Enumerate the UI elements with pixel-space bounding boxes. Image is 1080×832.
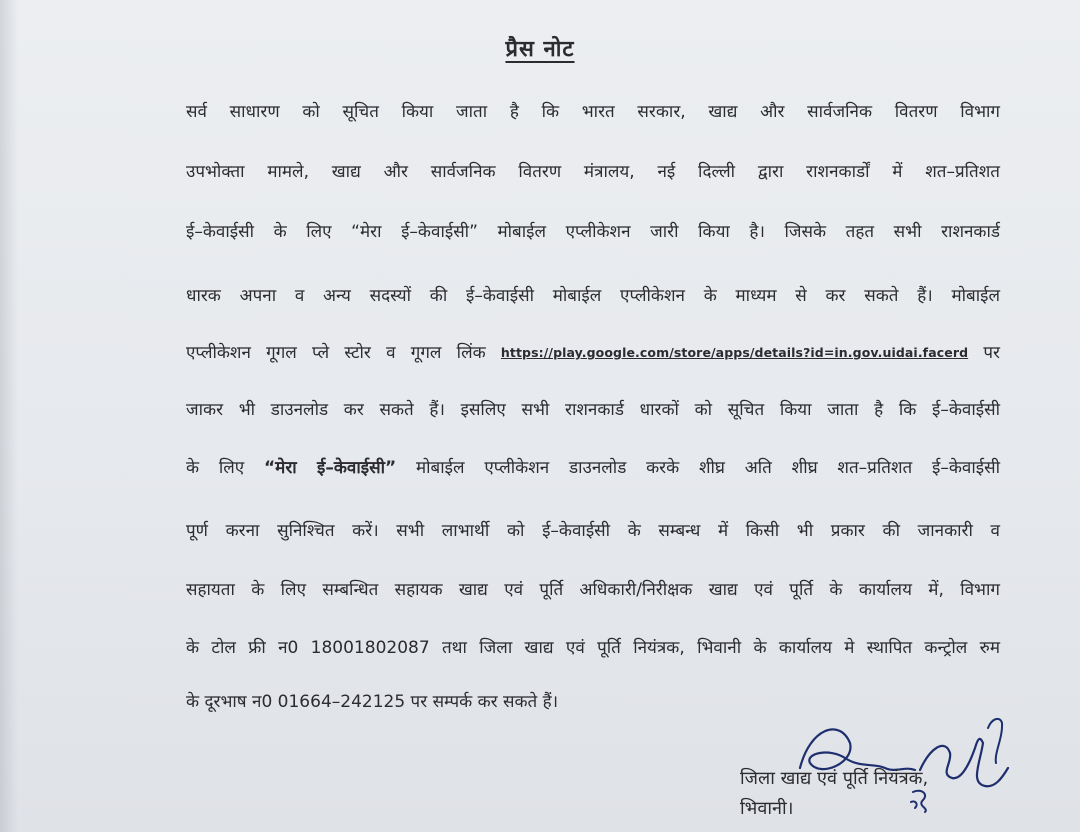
body-line-9: सहायता के लिए सम्बन्धित सहायक खाद्य एवं पूर्ति अधिकारी/निरीक्षक खाद्य एवं पूर्ति के कार्यालय में, विभाग <box>186 580 1000 600</box>
ink-mark-icon <box>905 786 935 814</box>
line5-text-before: एप्लीकेशन गूगल प्ले स्टोर व गूगल लिंक <box>186 343 486 363</box>
line7-text-before: के लिए <box>186 458 245 478</box>
body-line-7 <box>186 456 1000 480</box>
body-line-5 <box>186 341 1000 365</box>
signatory-title: जिला खाद्य एवं पूर्ति नियंत्रक, <box>740 768 929 789</box>
line5-text-after: पर <box>983 343 1000 363</box>
app-name-bold: “मेरा ई–केवाईसी” <box>263 458 397 478</box>
document-title: प्रैस नोट <box>505 37 575 62</box>
body-line-4: धारक अपना व अन्य सदस्यों की ई–केवाईसी मोबाईल एप्लीकेशन के माध्यम से कर सकते हैं। मोबाईल <box>186 286 1000 306</box>
body-line-8: पूर्ण करना सुनिश्चित करें। सभी लाभार्थी को ई–केवाईसी के सम्बन्ध में किसी भी प्रकार की जानकारी व <box>186 521 1000 541</box>
page-edge-shadow <box>0 0 18 832</box>
signatory-block <box>740 764 928 824</box>
play-store-link[interactable]: https://play.google.com/store/apps/details?id=in.gov.uidai.facerd <box>500 345 969 360</box>
line7-text-after: मोबाईल एप्लीकेशन डाउनलोड करके शीघ्र अति शीघ्र शत–प्रतिशत ई–केवाईसी <box>415 458 1000 478</box>
body-line-2: उपभोक्ता मामले, खाद्य और सार्वजनिक वितरण मंत्रालय, नई दिल्ली द्वारा राशनकार्डों में शत–प्रतिशत <box>186 162 1000 182</box>
body-line-11: के दूरभाष न0 01664–242125 पर सम्पर्क कर सकते हैं। <box>186 692 559 712</box>
body-line-10: के टोल फ्री न0 18001802087 तथा जिला खाद्य एवं पूर्ति नियंत्रक, भिवानी के कार्यालय मे स्थापित कन्ट्रोल रुम <box>186 638 1000 658</box>
signatory-place: भिवानी। <box>740 798 794 819</box>
body-line-3: ई–केवाईसी के लिए “मेरा ई–केवाईसी” मोबाईल एप्लीकेशन जारी किया है। जिसके तहत सभी राशनकार्ड <box>186 222 1000 242</box>
body-line-1: सर्व साधारण को सूचित किया जाता है कि भारत सरकार, खाद्य और सार्वजनिक वितरण विभाग <box>186 102 1000 122</box>
body-line-6: जाकर भी डाउनलोड कर सकते हैं। इसलिए सभी राशनकार्ड धारकों को सूचित किया जाता है कि ई–केवाईसी <box>186 400 1000 420</box>
